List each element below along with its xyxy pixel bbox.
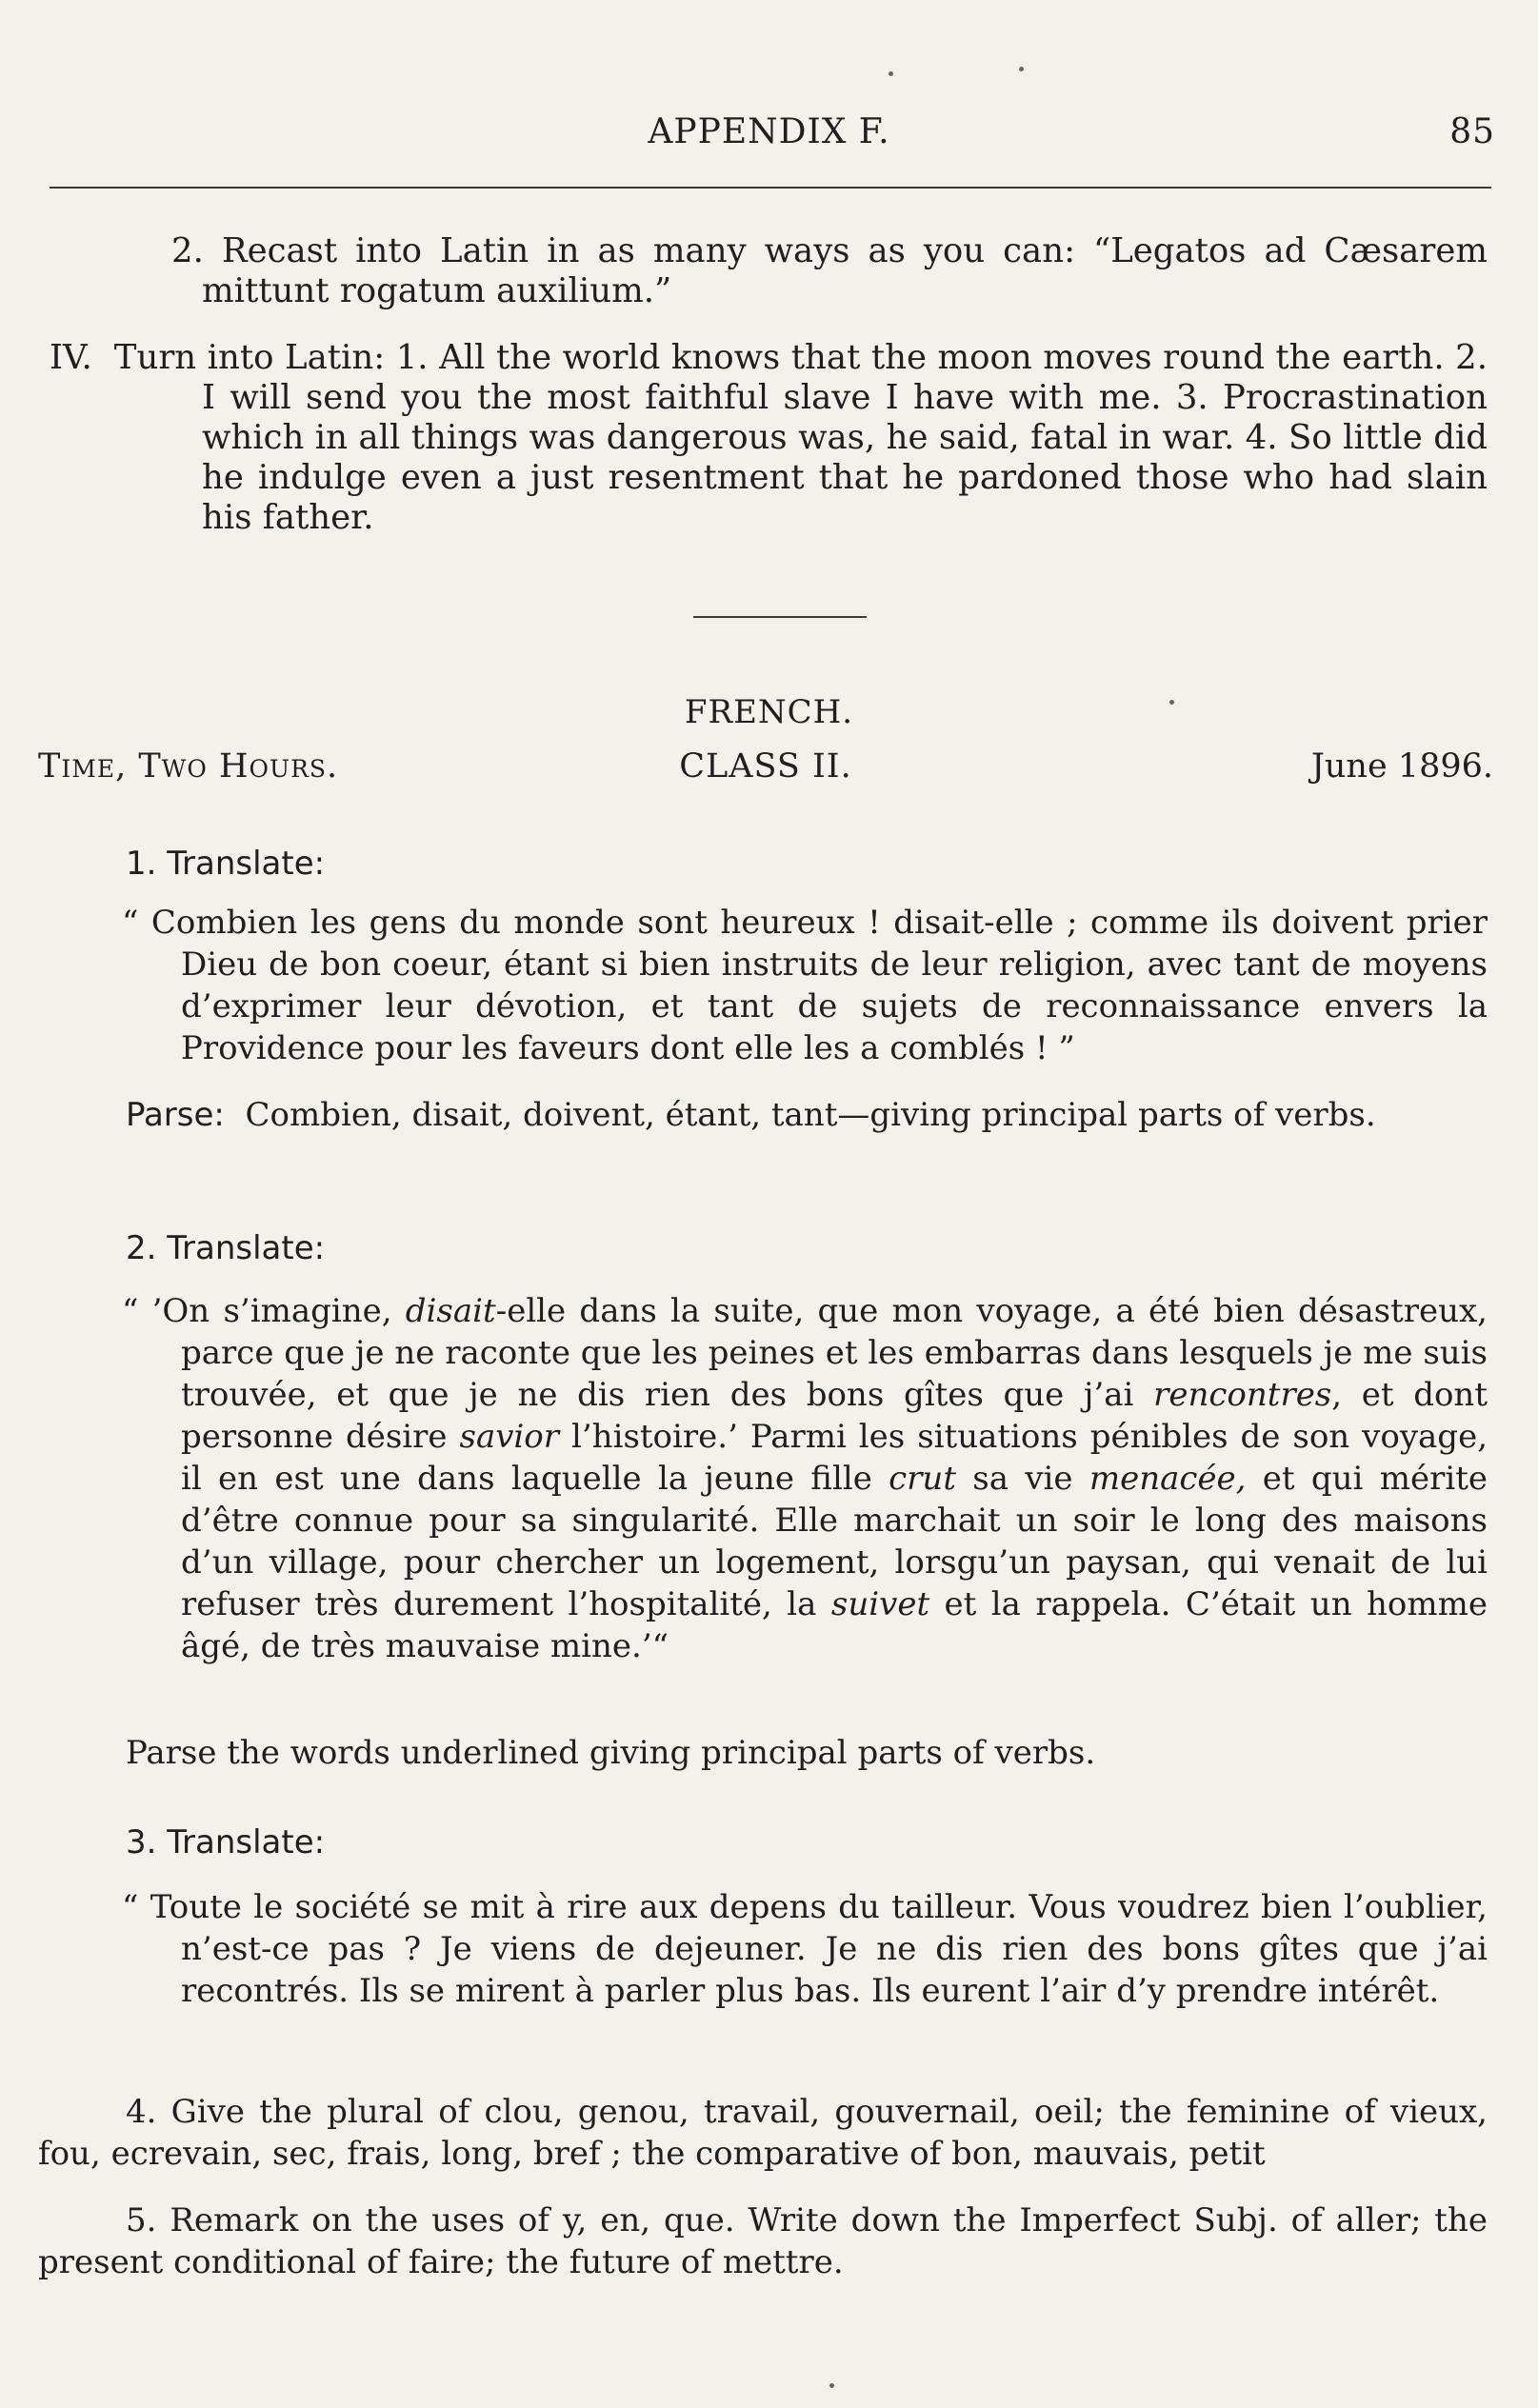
parse-text: Combien, disait, doivent, étant, tant—giving principal parts of verbs. <box>245 1096 1376 1134</box>
word-rencontres: rencontres <box>1153 1376 1332 1414</box>
print-speck <box>829 2383 834 2388</box>
word-crut: crut <box>889 1460 956 1498</box>
word-menacee: menacée, <box>1089 1460 1247 1498</box>
parse-label: Parse: <box>126 1096 225 1134</box>
word-suivet: suivet <box>830 1585 930 1623</box>
exam-meta <box>38 747 1493 795</box>
french-q2-quote: “ ’On s’imagine, disait-elle dans la suite, que mon voyage, a été bien désastreux, parce que je ne raconte que les peines et les embarras dans lesquels je me suis trouvée, et que je ne dis rien des bons gîtes que j’ai rencontres, et dont personne désire savior l’histoire.’ Parmi les situations pénibles de son voyage, il en est une dans laquelle la jeune fille crut sa vie menacée, et qui mérite d’être connue pour sa singularité. Elle marchait un soir le long des maisons d’un village, pour chercher un logement, lorsgu’un paysan, qui venait de lui refuser très durement l’hospitalité, la suivet et la rappela. C’était un homme âgé, de très mauvaise mine.’“ <box>122 1292 1488 1665</box>
latin-q2-number: 2. <box>171 231 204 270</box>
exam-time: Time, Two Hours. <box>38 747 339 786</box>
word-disait: disait <box>405 1292 496 1330</box>
french-q1-parse <box>126 1094 1488 1136</box>
french-q5: 5. Remark on the uses of y, en, que. Write down the Imperfect Subj. of aller; the present conditional of faire; the future of mettre. <box>38 2201 1488 2281</box>
print-speck <box>889 71 893 76</box>
header-rule <box>50 187 1491 189</box>
section-divider <box>693 616 867 618</box>
print-speck <box>1019 67 1024 71</box>
french-q2-label: 2. Translate: <box>126 1229 326 1267</box>
page-number: 85 <box>1449 112 1495 151</box>
latin-q2-text: Recast into Latin in as many ways as you can: “Legatos ad Cæsarem mittunt rogatum auxilium.” <box>202 231 1488 310</box>
section-title: FRENCH. <box>684 693 854 731</box>
latin-question-2 <box>50 231 1488 311</box>
french-q2-parse: Parse the words underlined giving principal parts of verbs. <box>126 1734 1096 1772</box>
word-savior: savior <box>459 1418 560 1456</box>
latin-qiv-text: Turn into Latin: 1. All the world knows that the moon moves round the earth. 2. I will send you the most faithful slave I have with me. 3. Procrastination which in all things was dangerous was, he said, fatal in war. 4. So little did he indulge even a just resentment that he pardoned those who had slain his father. <box>113 338 1488 537</box>
french-q3-label: 3. Translate: <box>126 1823 326 1861</box>
running-head <box>0 112 1538 160</box>
page-title: APPENDIX F. <box>648 112 890 151</box>
french-q1-quote: “ Combien les gens du monde sont heureux ! disait-elle ; comme ils doivent prier Dieu de bon coeur, étant si bien instruits de leur religion, avec tant de moyens d’exprimer leur dévotion, et tant de sujets de reconnaissance envers la Providence pour les faveurs dont elle les a comblés ! ” <box>122 904 1488 1067</box>
latin-qiv-number: IV. <box>50 338 92 377</box>
french-q4: 4. Give the plural of clou, genou, travail, gouvernail, oeil; the feminine of vieux, fou, ecrevain, sec, frais, long, bref ; the comparative of bon, mauvais, petit <box>38 2093 1488 2173</box>
exam-class: CLASS II. <box>679 747 852 786</box>
french-q3-quote: “ Toute le société se mit à rire aux depens du tailleur. Vous voudrez bien l’oublier, n’est-ce pas ? Je viens de dejeuner. Je ne dis rien des bons gîtes que j’ai recontrés. Ils se mirent à parler plus bas. Ils eurent l’air d’y prendre intérêt. <box>122 1888 1488 2010</box>
exam-date: June 1896. <box>1310 747 1493 786</box>
french-q1-label: 1. Translate: <box>126 845 326 883</box>
latin-question-iv <box>50 338 1488 538</box>
print-speck <box>1169 700 1174 705</box>
